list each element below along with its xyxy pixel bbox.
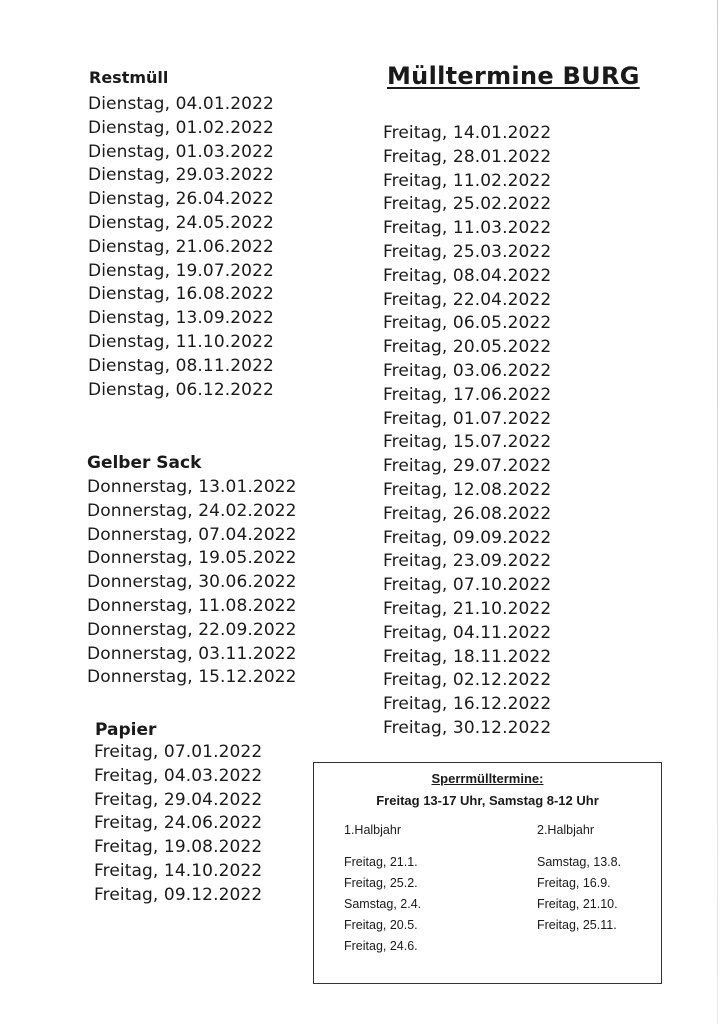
- sperrmuell-date: Freitag, 24.6.: [344, 939, 418, 953]
- gelber-sack-date: Donnerstag, 24.02.2022: [87, 500, 297, 521]
- restmuell-date: Dienstag, 16.08.2022: [88, 284, 274, 305]
- gelber-sack-date: Donnerstag, 07.04.2022: [87, 524, 297, 545]
- freitag-date: Freitag, 16.12.2022: [383, 694, 552, 715]
- first-half-label: 1.Halbjahr: [344, 823, 401, 837]
- restmuell-date: Dienstag, 24.05.2022: [88, 212, 274, 233]
- papier-date: Freitag, 24.06.2022: [94, 813, 263, 834]
- sperrmuell-date: Samstag, 13.8.: [537, 855, 622, 869]
- freitag-date: Freitag, 23.09.2022: [383, 551, 552, 572]
- gelber-sack-date: Donnerstag, 13.01.2022: [87, 477, 297, 497]
- gelber-sack-date: Donnerstag, 30.06.2022: [87, 572, 297, 593]
- restmuell-date: Dienstag, 08.11.2022: [88, 355, 274, 376]
- second-half-label: 2.Halbjahr: [537, 823, 594, 837]
- freitag-date: Freitag, 11.03.2022: [383, 218, 552, 239]
- freitag-date: Freitag, 17.06.2022: [383, 384, 552, 405]
- sperrmuell-date: Freitag, 21.10.: [537, 897, 618, 911]
- freitag-date: Freitag, 22.04.2022: [383, 289, 552, 310]
- first-half-list: [344, 852, 421, 957]
- gelber-sack-date: Donnerstag, 03.11.2022: [87, 643, 297, 664]
- gelber-sack-date: Donnerstag, 11.08.2022: [87, 595, 297, 616]
- sperrmuell-box: [313, 762, 662, 984]
- papier-date: Freitag, 04.03.2022: [94, 765, 263, 786]
- freitag-date: Freitag, 25.03.2022: [383, 241, 552, 262]
- restmuell-date: Dienstag, 11.10.2022: [88, 331, 274, 352]
- sperrmuell-date: Freitag, 25.11.: [537, 918, 617, 932]
- papier-date: Freitag, 29.04.2022: [94, 789, 263, 810]
- freitag-date: Freitag, 09.09.2022: [383, 527, 552, 548]
- freitag-date: Freitag, 14.01.2022: [383, 123, 552, 143]
- freitag-date: Freitag, 28.01.2022: [383, 146, 552, 167]
- sperrmuell-date: Freitag, 20.5.: [344, 918, 418, 932]
- freitag-date: Freitag, 07.10.2022: [383, 575, 552, 596]
- restmuell-date: Dienstag, 26.04.2022: [88, 189, 274, 210]
- papier-date-list: [94, 741, 262, 908]
- freitag-date: Freitag, 06.05.2022: [383, 313, 552, 334]
- papier-date: Freitag, 07.01.2022: [94, 742, 263, 762]
- papier-date: Freitag, 19.08.2022: [94, 837, 263, 858]
- gelber-sack-date: Donnerstag, 19.05.2022: [87, 548, 297, 569]
- gelber-sack-date: Donnerstag, 22.09.2022: [87, 619, 297, 640]
- freitag-date: Freitag, 15.07.2022: [383, 432, 552, 453]
- gelber-sack-heading: Gelber Sack: [87, 453, 202, 473]
- freitag-date: Freitag, 21.10.2022: [383, 598, 552, 619]
- freitag-date: Freitag, 26.08.2022: [383, 503, 552, 524]
- papier-date: Freitag, 09.12.2022: [94, 884, 263, 905]
- gelber-sack-date-list: [87, 476, 297, 690]
- gelber-sack-date: Donnerstag, 15.12.2022: [87, 667, 297, 688]
- restmuell-date: Dienstag, 01.03.2022: [88, 141, 274, 162]
- freitag-date: Freitag, 02.12.2022: [383, 670, 552, 691]
- restmuell-heading: Restmüll: [89, 68, 169, 87]
- restmuell-date: Dienstag, 19.07.2022: [88, 260, 274, 281]
- freitag-date: Freitag, 25.02.2022: [383, 194, 552, 215]
- page-title: Mülltermine BURG: [387, 62, 640, 90]
- freitag-date: Freitag, 11.02.2022: [383, 170, 552, 191]
- page-edge-shadow: [717, 0, 718, 1024]
- freitag-date-list: [383, 122, 551, 741]
- restmuell-date: Dienstag, 21.06.2022: [88, 236, 274, 257]
- papier-date: Freitag, 14.10.2022: [94, 860, 263, 881]
- restmuell-date: Dienstag, 06.12.2022: [88, 379, 274, 400]
- freitag-date: Freitag, 30.12.2022: [383, 717, 552, 738]
- freitag-date: Freitag, 08.04.2022: [383, 265, 552, 286]
- papier-heading: Papier: [95, 720, 157, 740]
- freitag-date: Freitag, 03.06.2022: [383, 360, 552, 381]
- freitag-date: Freitag, 18.11.2022: [383, 646, 552, 667]
- freitag-date: Freitag, 20.05.2022: [383, 337, 552, 358]
- freitag-date: Freitag, 01.07.2022: [383, 408, 552, 429]
- restmuell-date-list: [88, 93, 274, 402]
- restmuell-date: Dienstag, 01.02.2022: [88, 117, 274, 138]
- freitag-date: Freitag, 04.11.2022: [383, 622, 552, 643]
- freitag-date: Freitag, 29.07.2022: [383, 456, 552, 477]
- sperrmuell-date: Samstag, 2.4.: [344, 897, 422, 911]
- freitag-date: Freitag, 12.08.2022: [383, 479, 552, 500]
- sperrmuell-title: Sperrmülltermine:: [431, 771, 544, 786]
- restmuell-date: Dienstag, 04.01.2022: [88, 94, 274, 114]
- restmuell-date: Dienstag, 29.03.2022: [88, 165, 274, 186]
- sperrmuell-date: Freitag, 21.1.: [344, 855, 418, 869]
- sperrmuell-hours: Freitag 13-17 Uhr, Samstag 8-12 Uhr: [376, 793, 599, 808]
- second-half-list: [537, 852, 621, 936]
- sperrmuell-date: Freitag, 16.9.: [537, 876, 611, 890]
- restmuell-date: Dienstag, 13.09.2022: [88, 308, 274, 329]
- sperrmuell-date: Freitag, 25.2.: [344, 876, 418, 890]
